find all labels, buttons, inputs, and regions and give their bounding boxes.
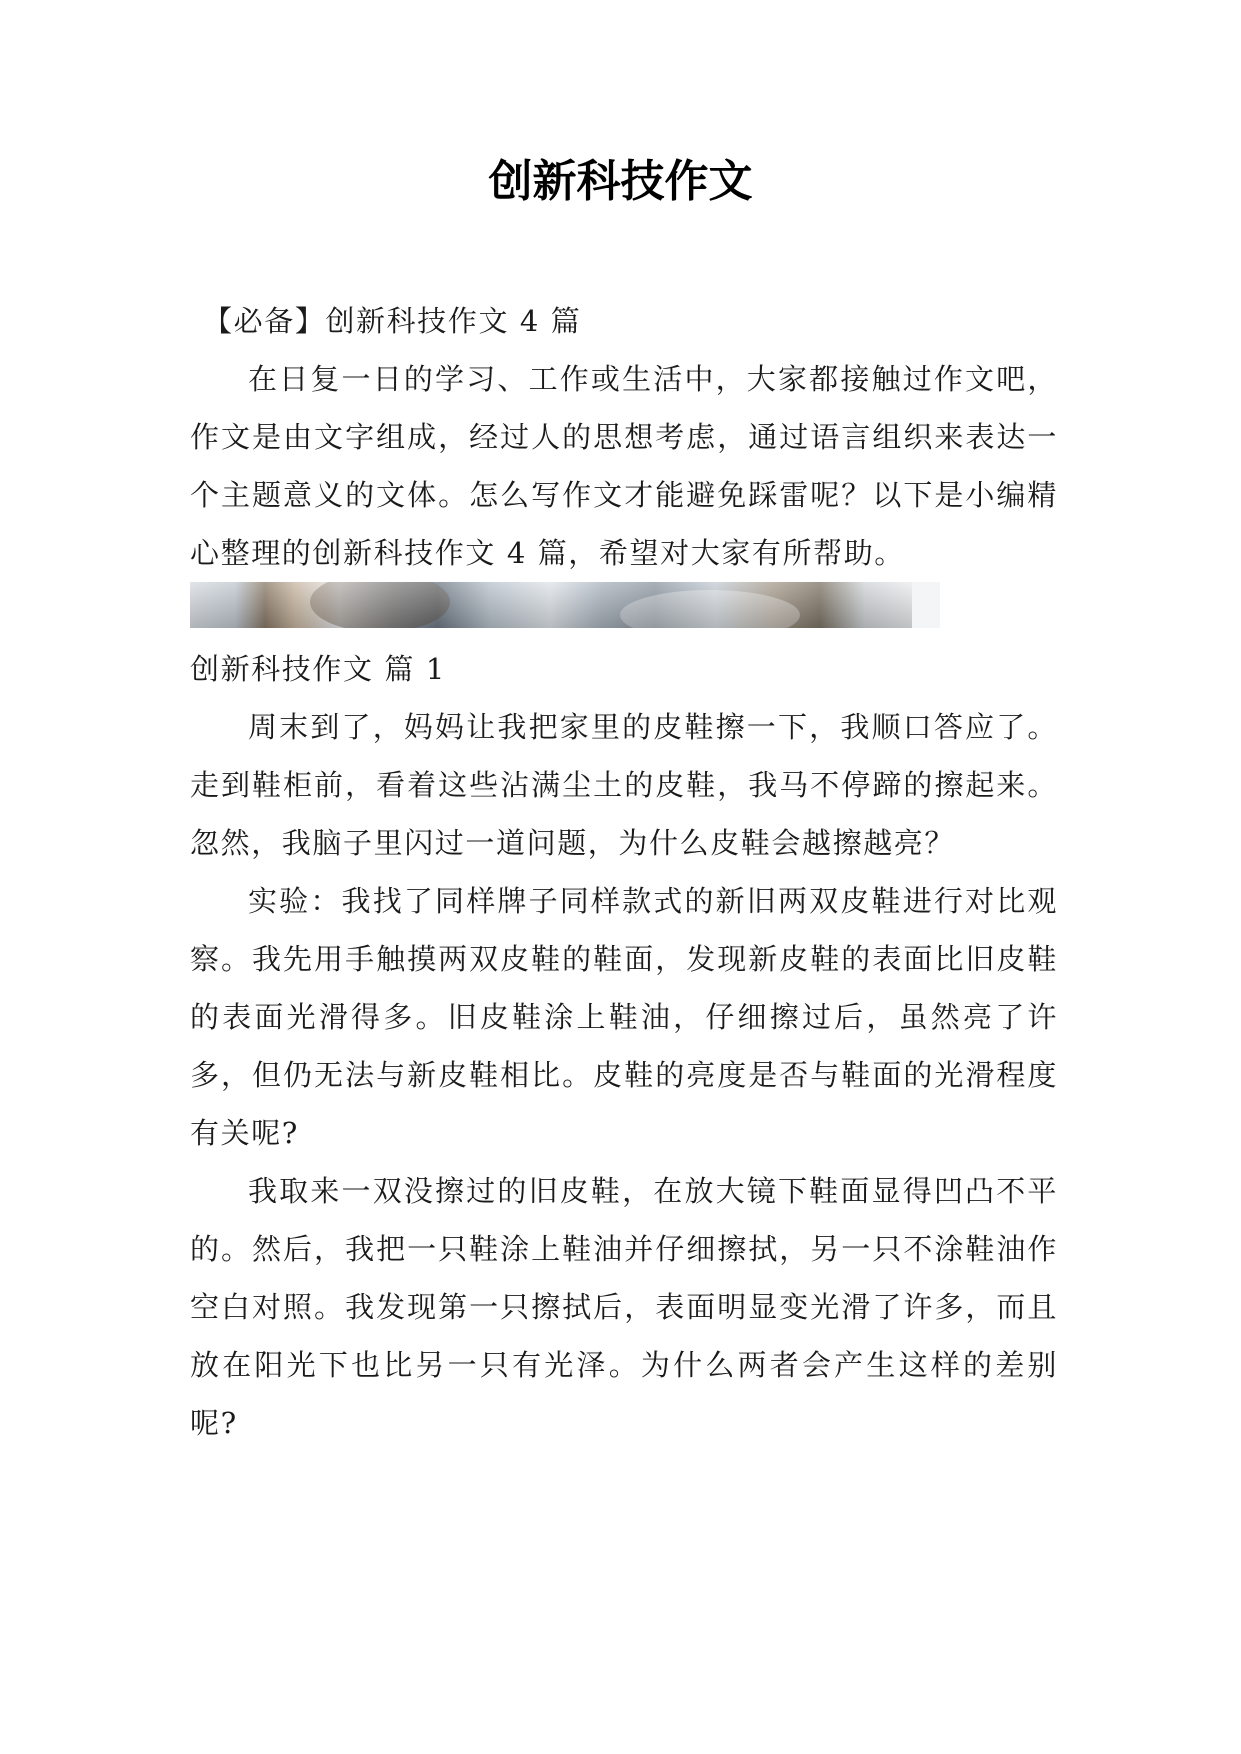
document-body: [190, 292, 1058, 1452]
intro-paragraph: 在日复一日的学习、工作或生活中，大家都接触过作文吧，作文是由文字组成，经过人的思想考虑，通过语言组织来表达一个主题意义的文体。怎么写作文才能避免踩雷呢？以下是小编精心整理的创新科技作文 4 篇，希望对大家有所帮助。: [190, 362, 1058, 570]
image-shade: [190, 582, 940, 628]
section-heading: 创新科技作文 篇 1: [190, 652, 446, 686]
body-paragraph: 我取来一双没擦过的旧皮鞋，在放大镜下鞋面显得凹凸不平的。然后，我把一只鞋涂上鞋油并仔细擦拭，另一只不涂鞋油作空白对照。我发现第一只擦拭后，表面明显变光滑了许多，而且放在阳光下也比另一只有光泽。为什么两者会产生这样的差别呢?: [190, 1174, 1058, 1440]
body-paragraph: 周末到了，妈妈让我把家里的皮鞋擦一下，我顺口答应了。走到鞋柜前，看着这些沾满尘土的皮鞋，我马不停蹄的擦起来。忽然，我脑子里闪过一道问题，为什么皮鞋会越擦越亮？: [190, 710, 1058, 860]
page-title: 创新科技作文: [488, 156, 753, 207]
body-paragraph: 实验：我找了同样牌子同样款式的新旧两双皮鞋进行对比观察。我先用手触摸两双皮鞋的鞋面，发现新皮鞋的表面比旧皮鞋的表面光滑得多。旧皮鞋涂上鞋油，仔细擦过后，虽然亮了许多，但仍无法与新皮鞋相比。皮鞋的亮度是否与鞋面的光滑程度有关呢?: [190, 884, 1058, 1150]
image-edge: [912, 582, 940, 628]
article-image: [190, 582, 940, 628]
document-subtitle: 【必备】创新科技作文 4 篇: [203, 304, 582, 338]
